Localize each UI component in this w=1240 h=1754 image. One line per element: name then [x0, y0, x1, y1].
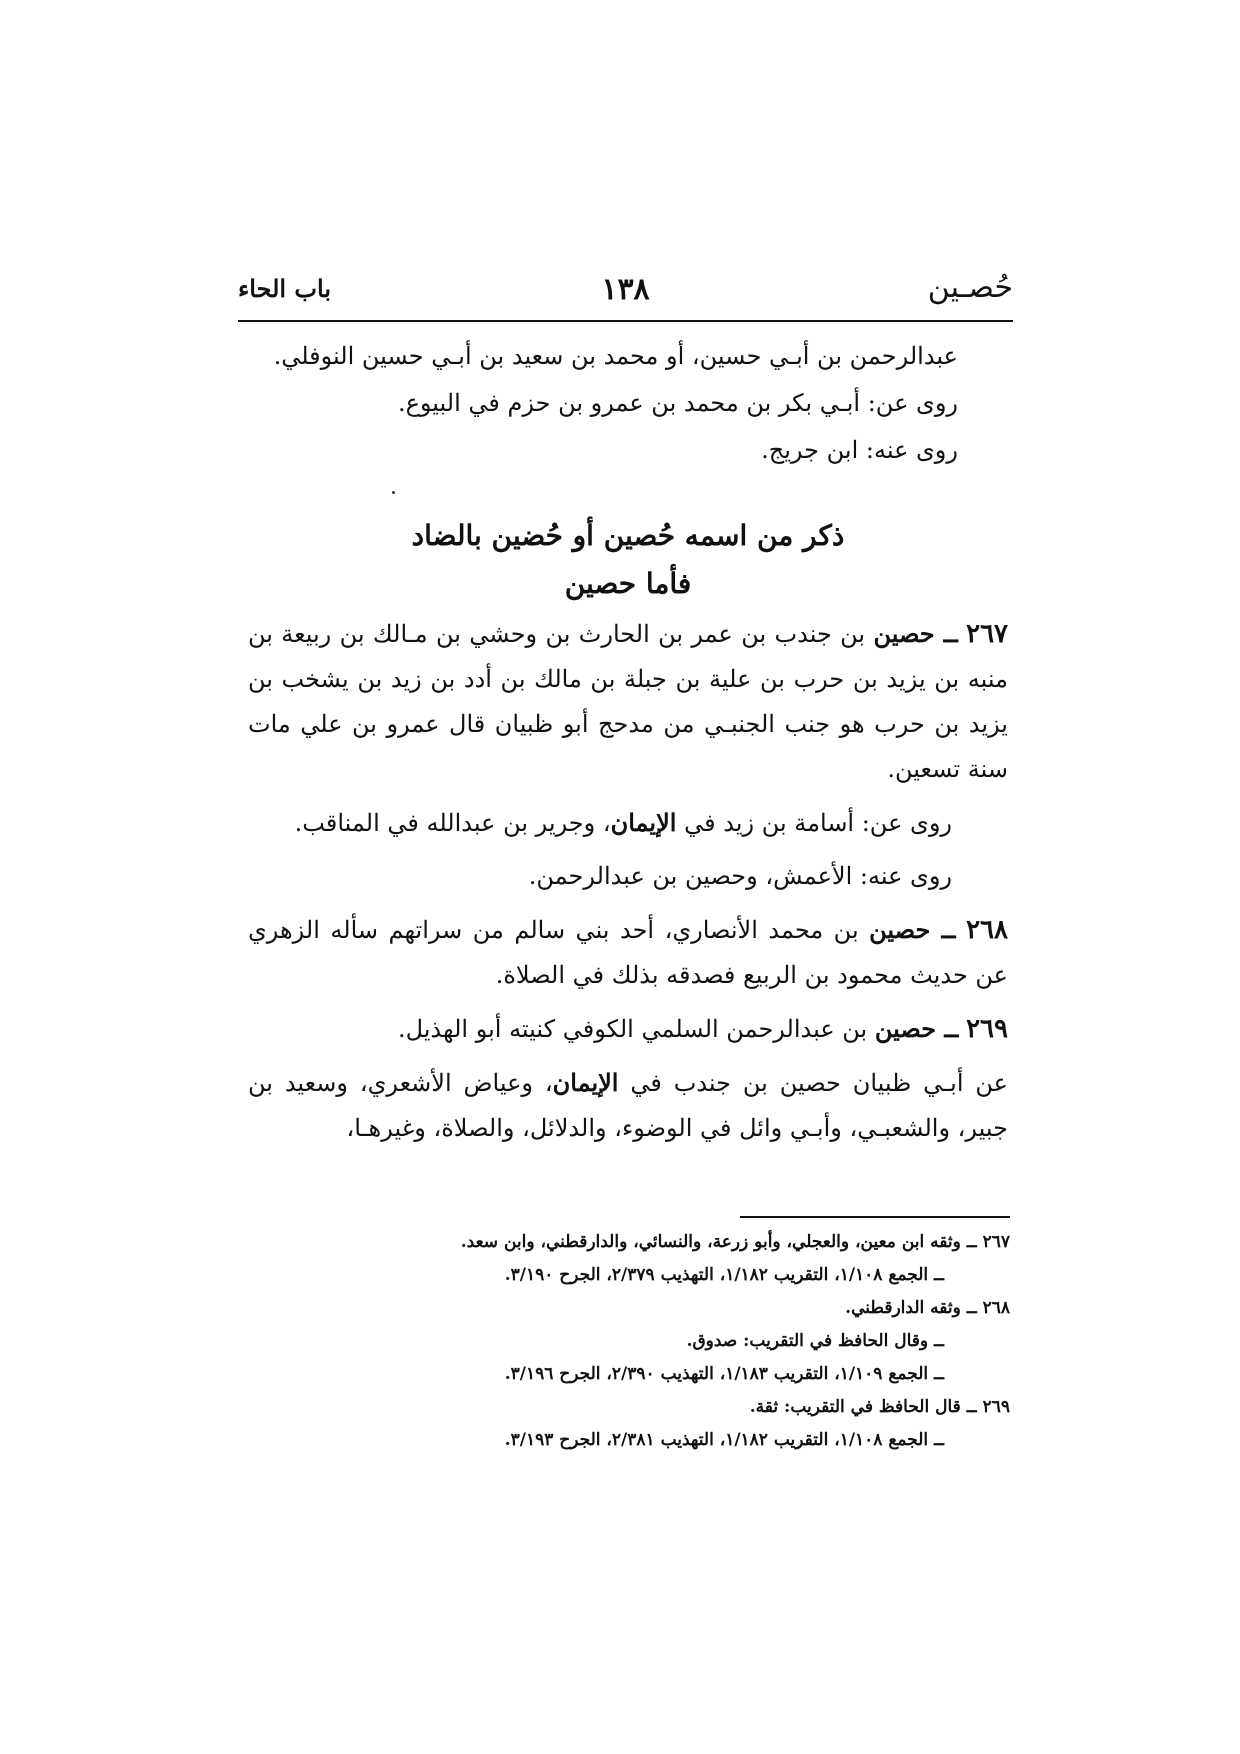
footnote-line: ٢٦٩ ــ قال الحافظ في التقريب: ثقة. [749, 1397, 1010, 1417]
narrated-from-bold: الإيمان [552, 1068, 619, 1097]
intro-line: عبدالرحمن بن أبـي حسين، أو محمد بن سعيد بن أبـي حسين النوفلي. [273, 342, 958, 370]
footnote-line: ٢٦٨ ــ وثقه الدارقطني. [845, 1298, 1010, 1318]
intro-narrated-from: روى عن: أبـي بكر بن محمد بن عمرو بن حزم في البيوع. [397, 389, 958, 417]
narrated-from-text: عن أبـي ظبيان حصين بن جندب في [618, 1069, 1008, 1097]
stray-mark [392, 491, 395, 494]
narrated-from-text-rest: ، وعياض الأشعري، وسعيد بن جبير، والشعبـي، وأبـي وائل في الوضوء، والدلائل، والصلاة، وغيرهـا، [248, 1069, 1008, 1142]
footnote-line: ــ الجمع ١/١٠٩، التقريب ١/١٨٣، التهذيب ٢/٣٩٠، الجرح ٣/١٩٦. [504, 1364, 944, 1384]
entry-text: بن عبدالرحمن السلمي الكوفي كنيته أبو الهذيل. [397, 1015, 875, 1043]
header-chapter: باب الحاء [238, 274, 332, 303]
entry-text: بن جندب بن عمر بن الحارث بن وحشي بن مـالك بن ربيعة بن منبه بن يزيد بن حرب بن علية بن جبلة بن مالك بن أدد بن زيد بن يشخب بن يزيد بن حرب هو جنب الجنبـي من مدحج أبو ظبيان قال عمرو بن علي مات سنة تسعين. [248, 620, 1008, 783]
entry-269-narrated-from [248, 1060, 1008, 1151]
intro-narrated-by: روى عنه: ابن جريج. [761, 436, 958, 464]
footnote-line: ــ وقال الحافظ في التقريب: صدوق. [686, 1331, 944, 1351]
footnote-line: ــ الجمع ١/١٠٨، التقريب ١/١٨٢، التهذيب ٢/٣٨١، الجرح ٣/١٩٣. [504, 1430, 944, 1450]
footnote-line: ٢٦٧ ــ وثقه ابن معين، والعجلي، وأبو زرعة، والنسائي، والدارقطني، وابن سعد. [460, 1232, 1010, 1252]
entry-text: بن محمد الأنصاري، أحد بني سالم من سراتهم سأله الزهري عن حديث محمود بن الربيع فصدقه بذلك في الصلاة. [248, 916, 1008, 989]
entry-268 [248, 907, 1008, 998]
entry-number: ٢٦٨ [966, 915, 1008, 945]
header-entry-word: حُصـين [927, 270, 1013, 305]
narrated-from-bold: الإيمان [610, 808, 677, 837]
entry-267-narrated-by: روى عنه: الأعمش، وحصين بن عبدالرحمن. [528, 862, 952, 890]
entry-name: ــ حصين [869, 915, 956, 944]
page-number: ١٣٨ [601, 272, 650, 307]
entry-267 [248, 611, 1008, 792]
footnote-rule [740, 1216, 1010, 1218]
entry-name: ــ حصين [873, 619, 958, 648]
entry-269 [248, 1006, 1008, 1052]
entry-267-narrated-from [248, 800, 1008, 846]
header-rule [238, 320, 1013, 322]
footnote-line: ــ الجمع ١/١٠٨، التقريب ١/١٨٢، التهذيب ٢/٣٧٩، الجرح ٣/١٩٠. [504, 1265, 944, 1285]
section-title: ذكر من اسمه حُصين أو حُضين بالضاد [411, 519, 845, 552]
entry-number: ٢٦٩ [966, 1014, 1008, 1044]
entry-name: ــ حصين [874, 1014, 959, 1043]
main-text [248, 334, 1008, 1151]
entry-number: ٢٦٧ [966, 619, 1009, 649]
subsection-title: فأما حصين [564, 567, 692, 600]
narrated-from-text: أسامة بن زيد في [676, 809, 855, 837]
narrated-from-label: روى عن: [854, 809, 952, 837]
footnotes [380, 1226, 1010, 1457]
narrated-from-text-rest: ، وجرير بن عبدالله في المناقب. [294, 809, 611, 837]
running-header [238, 270, 1013, 320]
